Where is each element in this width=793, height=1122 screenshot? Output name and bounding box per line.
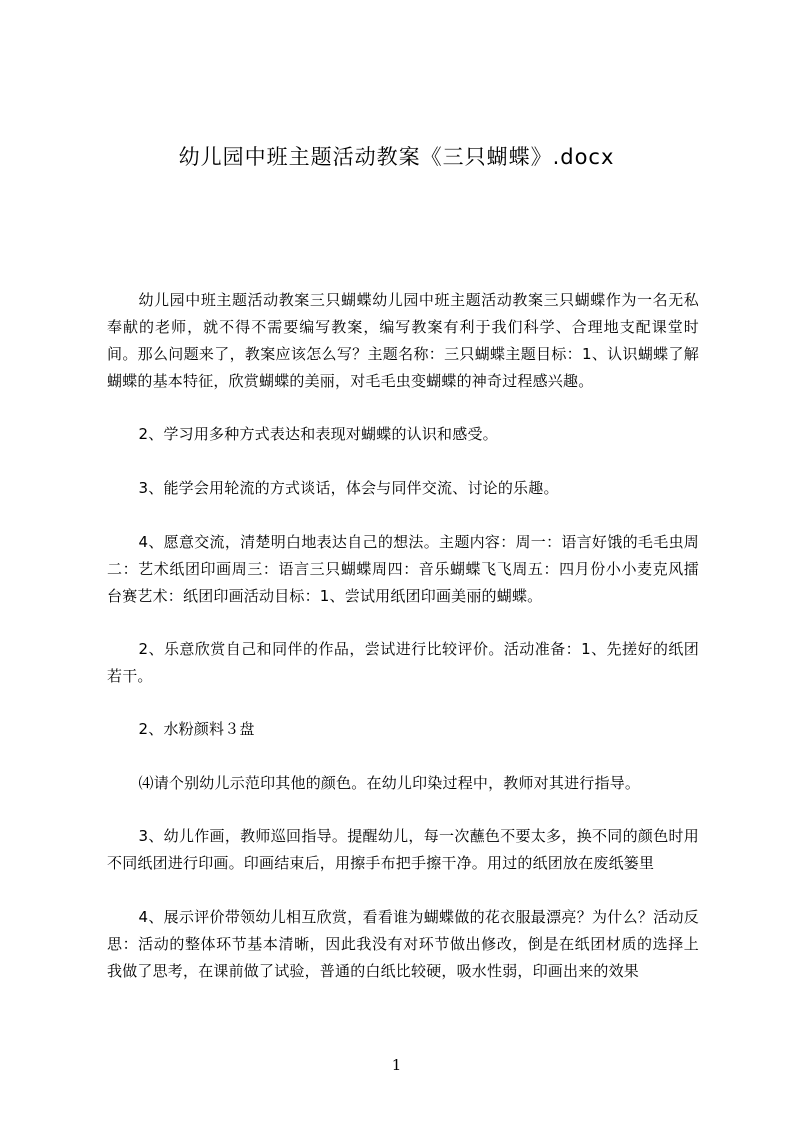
paragraph-goal-3: 3、能学会用轮流的方式谈话，体会与同伴交流、讨论的乐趣。 <box>138 479 559 497</box>
paragraph-step-4: ⑷请个别幼儿示范印其他的颜色。在幼儿印染过程中，教师对其进行指导。 <box>138 774 641 792</box>
paragraph-preparation-2: 2、水粉颜料３盘 <box>138 720 255 738</box>
paragraph-evaluation: 4、展示评价带领幼儿相互欣赏，看看谁为蝴蝶做的花衣服最漂亮？为什么？活动反思：活动的整体环节基本清晰，因此我没有对环节做出修改，倒是在纸团材质的选择上我做了思考，在课前做了试验，普通的白纸比较硬，吸水性弱，印画出来的效果 <box>107 908 699 980</box>
document-title: 幼儿园中班主题活动教案《三只蝴蝶》.docx <box>178 145 615 169</box>
paragraph-goal-4: 4、愿意交流，清楚明白地表达自己的想法。主题内容：周一：语言好饿的毛毛虫周二：艺术纸团印画周三：语言三只蝴蝶周四：音乐蝴蝶飞飞周五：四月份小小麦克风擂台赛艺术：纸团印画活动目标：1、尝试用纸团印画美丽的蝴蝶。 <box>107 533 699 605</box>
paragraph-activity-goal-2: 2、乐意欣赏自己和同伴的作品，尝试进行比较评价。活动准备：1、先搓好的纸团若干。 <box>107 640 699 685</box>
paragraph-goal-2: 2、学习用多种方式表达和表现对蝴蝶的认识和感受。 <box>138 425 498 443</box>
page-number: 1 <box>391 1056 402 1074</box>
paragraph-intro: 幼儿园中班主题活动教案三只蝴蝶幼儿园中班主题活动教案三只蝴蝶作为一名无私奉献的老师，就不得不需要编写教案，编写教案有利于我们科学、合理地支配课堂时间。那么问题来了，教案应该怎么写？主题名称：三只蝴蝶主题目标：1、认识蝴蝶了解蝴蝶的基本特征，欣赏蝴蝶的美丽，对毛毛虫变蝴蝶的神奇过程感兴趣。 <box>107 291 699 390</box>
paragraph-drawing: 3、幼儿作画，教师巡回指导。提醒幼儿，每一次蘸色不要太多，换不同的颜色时用不同纸团进行印画。印画结束后，用擦手布把手擦干净。用过的纸团放在废纸篓里 <box>107 827 699 872</box>
